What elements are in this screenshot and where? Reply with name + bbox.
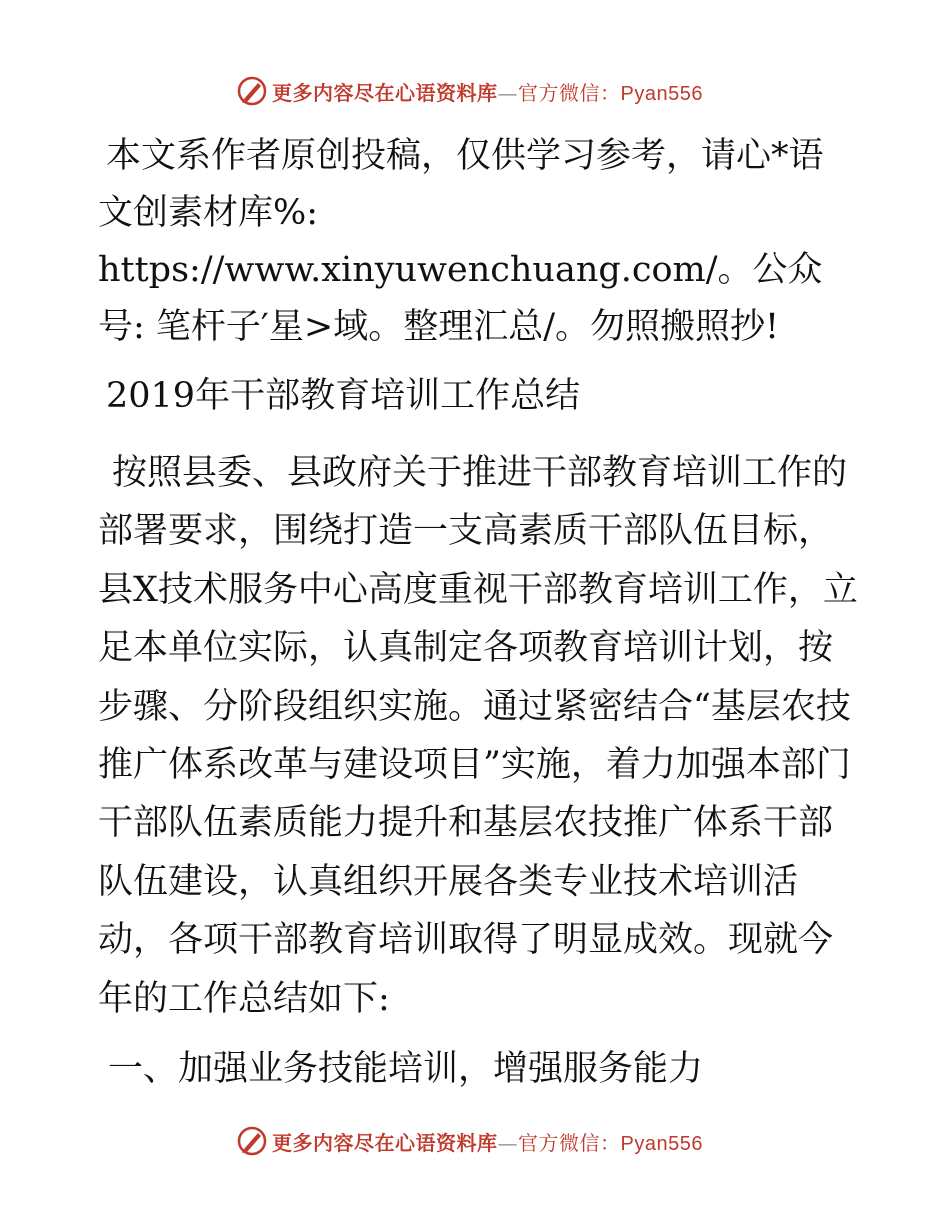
banner-text — [272, 77, 703, 106]
footer-banner — [236, 1124, 716, 1158]
banner-separator: — — [497, 80, 518, 105]
banner-slogan: 更多内容尽在心语资料库 — [272, 80, 498, 105]
banner-separator: — — [497, 1130, 518, 1155]
section-heading: 一、加强业务技能培训，增强服务能力 — [108, 1049, 704, 1089]
banner-wechat-label: 官方微信： — [518, 80, 621, 105]
pen-logo-icon — [236, 1125, 268, 1157]
banner-wechat-handle: Pyan556 — [620, 82, 703, 105]
banner-wechat-label: 官方微信： — [518, 1130, 621, 1155]
banner-slogan: 更多内容尽在心语资料库 — [272, 1130, 498, 1155]
copyright-notice: 本文系作者原创投稿，仅供学习参考，请心*语文创素材库%: https://www.xinyuwenchuang.com/。公众号: 笔杆子′星>域。整理汇总/。勿照搬照抄! — [98, 136, 824, 347]
header-banner — [236, 74, 716, 108]
document-title: 2019年干部教育培训工作总结 — [106, 376, 581, 416]
body-paragraph: 按照县委、县政府关于推进干部教育培训工作的部署要求，围绕打造一支高素质干部队伍目标，县X技术服务中心高度重视干部教育培训工作，立足本单位实际，认真制定各项教育培训计划，按步骤、分阶段组织实施。通过紧密结合“基层农技推广体系改革与建设项目”实施，着力加强本部门干部队伍素质能力提升和基层农技推广体系干部队伍建设，认真组织开展各类专业技术培训活动，各项干部教育培训取得了明显成效。现就今年的工作总结如下: — [98, 453, 858, 1019]
banner-text — [272, 1127, 703, 1156]
pen-logo-icon — [236, 75, 268, 107]
banner-wechat-handle: Pyan556 — [620, 1132, 703, 1155]
